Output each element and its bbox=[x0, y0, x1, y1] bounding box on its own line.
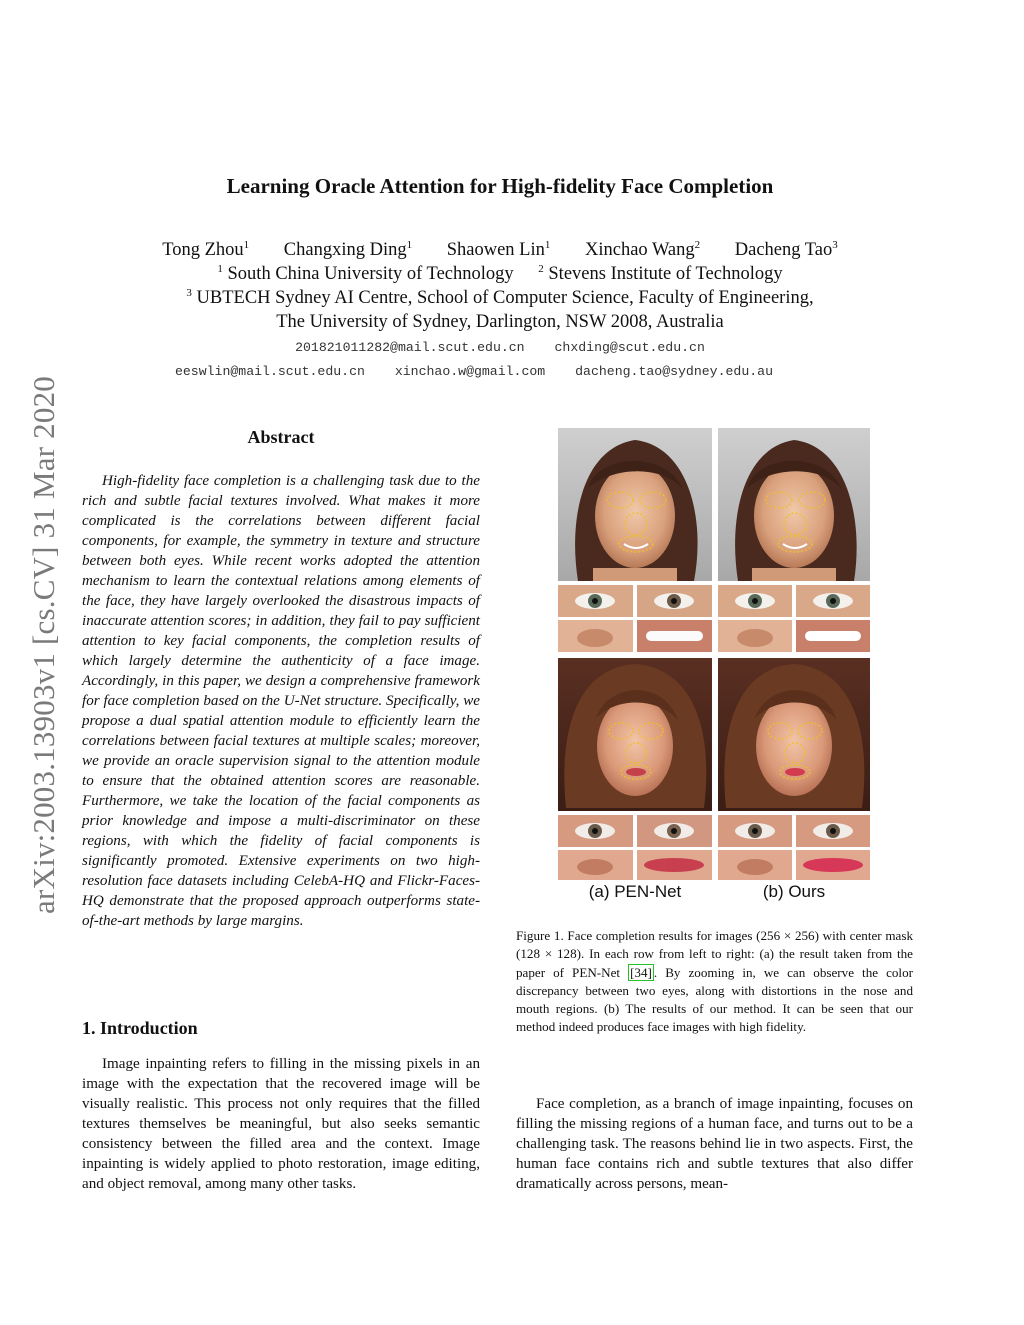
author: Tong Zhou$^1$ bbox=[162, 238, 250, 260]
abstract-heading: Abstract bbox=[247, 427, 315, 447]
email: chxding@scut.edu.cn bbox=[554, 340, 705, 355]
face-row-1-pennet bbox=[558, 428, 712, 581]
affiliation: $^2$ Stevens Institute of Technology bbox=[538, 262, 783, 284]
email: 201821011282@mail.scut.edu.cn bbox=[295, 340, 525, 355]
section-heading-introduction: 1. Introduction bbox=[82, 1018, 198, 1038]
right-column-text: Face completion, as a branch of image inpainting, focuses on filling the missing regions of a human face, and turns out to be a challenging task. The reasons behind lie in two aspects. First, the human face contains rich and subtle textures that also differ dramatically across persons, mean- bbox=[516, 1096, 913, 1192]
affiliation-line-1 bbox=[0, 264, 1000, 285]
introduction-text: Image inpainting refers to filling in the missing pixels in an image with the expectation that the recovered image will be visually realistic. This process not only requires that the filled textures themselves be meaningful, but also seeks semantic consistency between the filled area and the context. Image inpainting is widely applied to photo restoration, image editing, and object removal, among many other tasks. bbox=[82, 1056, 480, 1192]
affiliation-line-3: The University of Sydney, Darlington, NSW 2008, Australia bbox=[276, 312, 724, 332]
abstract-text: High-fidelity face completion is a challenging task due to the rich and subtle facial textures involved. What makes it more complicated is the correlations between different facial components, for example, the symmetry in texture and structure between both eyes. While recent works adopted the attention mechanism to learn the contextual relations among elements of the face, they have largely overlooked the disastrous impacts of inaccurate attention scores; in addition, they fail to pay sufficient attention to key facial components, the completion results of which largely determine the authenticity of a face image. Accordingly, in this paper, we design a comprehensive framework for face completion based on the U-Net structure. Specifically, we propose a dual spatial attention module to efficiently learn the correlations between facial textures at multiple scales; moreover, we provide an oracle supervision signal to the attention module to ensure that the obtained attention scores are reasonable. Furthermore, we take the location of the facial components as prior knowledge and impose a multi-discriminator on these regions, with which the fidelity of facial components is significantly promoted. Extensive experiments on two high-resolution face datasets including CelebA-HQ and Flickr-Faces-HQ demonstrate that the proposed approach outperforms state-of-the-art methods by large margins. bbox=[82, 473, 480, 929]
affiliation: $^1$ South China University of Technology bbox=[217, 262, 514, 284]
figure-1-caption: Figure 1. Face completion results for images (256 × 256) with center mask (128 × 128). In each row from left to right: (a) the result taken from the paper of PEN-Net [34] . By zooming in, we can observe the color discrepancy between two eyes, along with distortions in the nose and mouth regions. (b) The results of our method. It can be seen that our method indeed produces face images with high fidelity. bbox=[516, 928, 913, 1035]
eye-crops-row-1 bbox=[558, 585, 870, 617]
face-row-1-ours bbox=[718, 428, 870, 581]
email-row bbox=[0, 364, 1024, 379]
paper-title: Learning Oracle Attention for High-fidelity Face Completion bbox=[226, 174, 774, 198]
author-list bbox=[0, 240, 1000, 261]
email-row bbox=[0, 340, 1000, 355]
email: eeswlin@mail.scut.edu.cn bbox=[174, 364, 365, 379]
author: Xinchao Wang$^2$ bbox=[584, 238, 701, 260]
face-row-2-ours bbox=[718, 658, 870, 811]
figure-1-image-grid bbox=[558, 428, 870, 880]
author: Dacheng Tao$^3$ bbox=[734, 238, 838, 260]
email: xinchao.w@gmail.com bbox=[394, 364, 546, 379]
citation-link[interactable]: [34] bbox=[630, 964, 652, 980]
face-row-2-pennet bbox=[558, 658, 712, 811]
nose-mouth-crops-row-2 bbox=[558, 850, 870, 880]
figure-sublabel-ours: (b) Ours bbox=[762, 882, 826, 901]
figure-sublabel-pennet: (a) PEN-Net bbox=[588, 882, 682, 901]
affiliation-line-2: $^3$ UBTECH Sydney AI Centre, School of Computer Science, Faculty of Engineering, bbox=[186, 286, 814, 308]
email: dacheng.tao@sydney.edu.au bbox=[575, 364, 773, 379]
figure-1 bbox=[558, 428, 870, 880]
author: Changxing Ding$^1$ bbox=[283, 238, 413, 260]
nose-mouth-crops-row-1 bbox=[558, 620, 870, 652]
eye-crops-row-2 bbox=[558, 815, 870, 847]
arxiv-identifier: arXiv:2003.13903v1 [cs.CV] 31 Mar 2020 bbox=[26, 376, 61, 914]
author: Shaowen Lin$^1$ bbox=[446, 238, 551, 260]
